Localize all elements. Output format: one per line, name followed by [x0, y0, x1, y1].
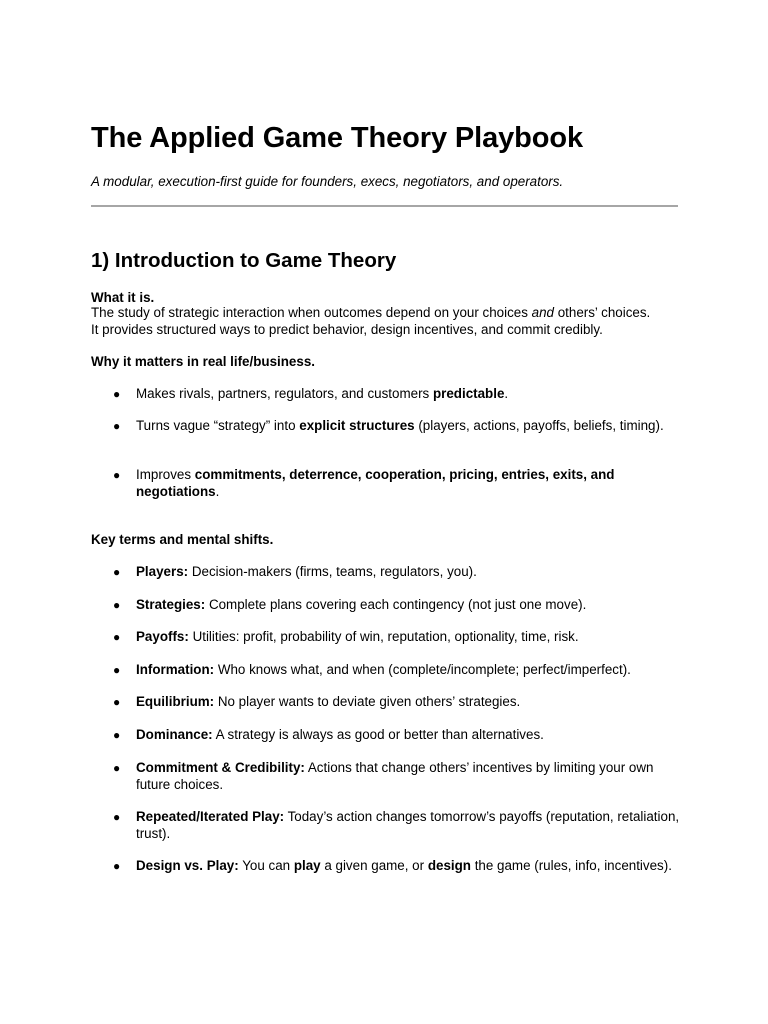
- what-it-is-label: What it is.: [91, 290, 155, 305]
- what-line-2: It provides structured ways to predict behavior, design incentives, and commit credibly.: [91, 321, 603, 337]
- list-item: ● Turns vague “strategy” into explicit structures (players, actions, payoffs, beliefs, timing).: [113, 418, 664, 433]
- what-line-1: The study of strategic interaction when outcomes depend on your choices and others’ choices.: [91, 305, 651, 320]
- list-item: ● Commitment & Credibility: Actions that change others’ incentives by limiting your own future choices.: [113, 760, 654, 792]
- page-title: The Applied Game Theory Playbook: [91, 122, 584, 154]
- list-item: ● Payoffs: Utilities: profit, probability of win, reputation, optionality, time, risk.: [113, 629, 579, 644]
- bullet-icon: ●: [113, 598, 121, 612]
- bullet-icon: ●: [113, 419, 121, 433]
- list-item: ● Information: Who knows what, and when (complete/incomplete; perfect/imperfect).: [113, 662, 631, 677]
- bullet-icon: ●: [113, 630, 121, 644]
- page-subtitle: A modular, execution-first guide for founders, execs, negotiators, and operators.: [91, 174, 564, 189]
- bullet-icon: ●: [113, 468, 121, 482]
- list-item: ● Improves commitments, deterrence, cooperation, pricing, entries, exits, and negotiations.: [113, 467, 615, 499]
- what-it-is-paragraph: [91, 305, 681, 338]
- bullet-icon: ●: [113, 761, 121, 775]
- list-item: ● Makes rivals, partners, regulators, and customers predictable.: [113, 386, 509, 401]
- bullet-icon: ●: [113, 859, 121, 873]
- bullet-icon: ●: [113, 728, 121, 742]
- horizontal-rule: [91, 205, 678, 207]
- list-item: ● Repeated/Iterated Play: Today’s action changes tomorrow’s payoffs (reputation, retaliation, trust).: [113, 809, 680, 841]
- bullet-icon: ●: [113, 387, 121, 401]
- list-item: ● Strategies: Complete plans covering each contingency (not just one move).: [113, 597, 587, 612]
- bullet-icon: ●: [113, 565, 121, 579]
- list-item: ● Dominance: A strategy is always as good or better than alternatives.: [113, 727, 544, 742]
- bullet-icon: ●: [113, 810, 121, 824]
- bullet-icon: ●: [113, 663, 121, 677]
- section-heading-intro: 1) Introduction to Game Theory: [91, 249, 397, 272]
- bullet-icon: ●: [113, 695, 121, 709]
- key-terms-label: Key terms and mental shifts.: [91, 532, 274, 547]
- list-item: ● Design vs. Play: You can play a given game, or design the game (rules, info, incentives).: [113, 858, 672, 873]
- why-it-matters-label: Why it matters in real life/business.: [91, 354, 315, 369]
- list-item: ● Players: Decision-makers (firms, teams, regulators, you).: [113, 564, 477, 579]
- list-item: ● Equilibrium: No player wants to deviate given others’ strategies.: [113, 694, 521, 709]
